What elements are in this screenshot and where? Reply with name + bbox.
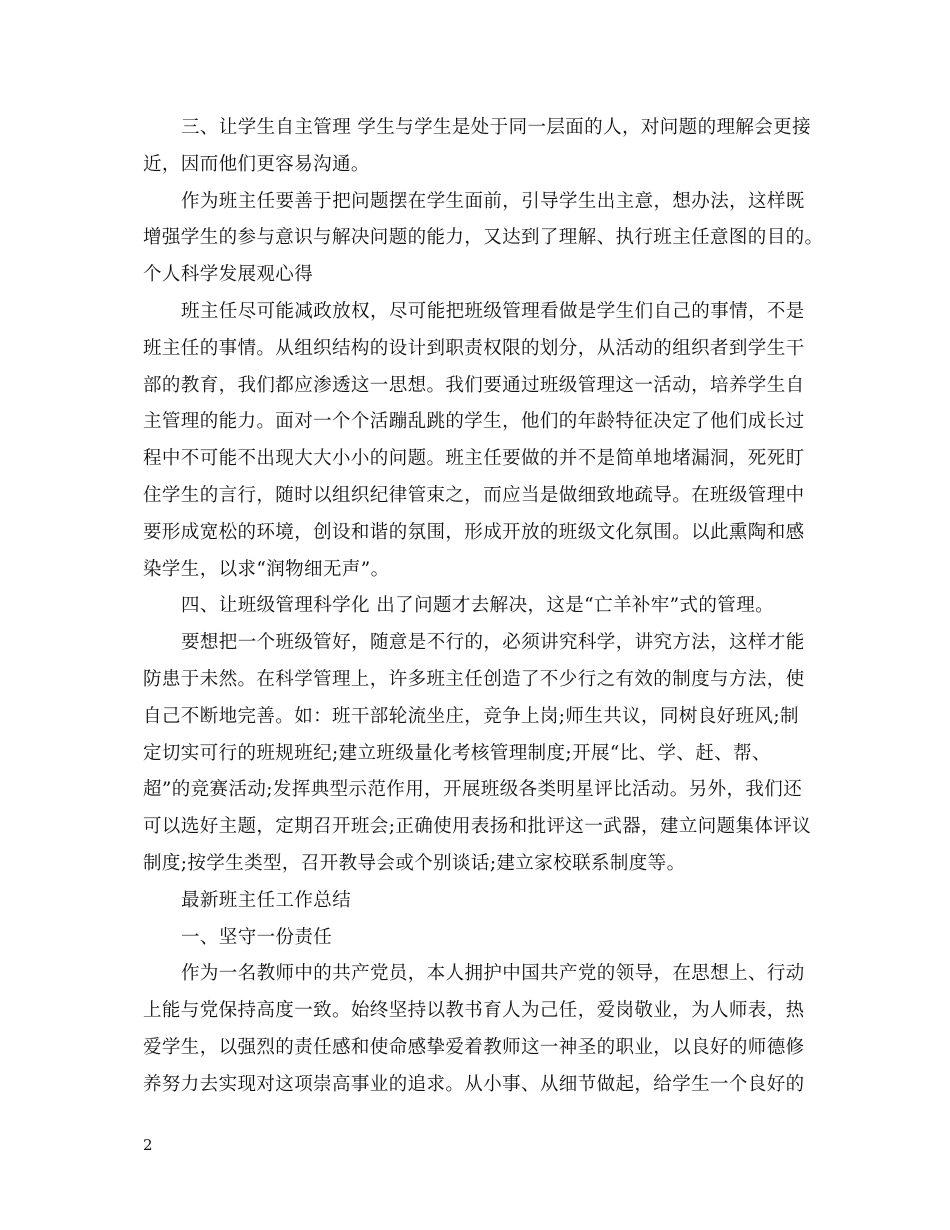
text-line: 部的教育，我们都应渗透这一思想。我们要通过班级管理这一活动，培养学生自 — [143, 374, 805, 396]
text-line: 四、让班级管理科学化 出了问题才去解决，这是“亡羊补牢”式的管理。 — [181, 595, 774, 617]
text-line: 作为班主任要善于把问题摆在学生面前，引导学生出主意，想办法，这样既 — [181, 190, 805, 212]
text-line: 要想把一个班级管好，随意是不行的，必须讲究科学，讲究方法，这样才能 — [181, 632, 805, 654]
text-line: 作为一名教师中的共产党员，本人拥护中国共产党的领导，在思想上、行动 — [181, 963, 805, 985]
text-line: 班主任的事情。从组织结构的设计到职责权限的划分，从活动的组织者到学生干 — [143, 337, 805, 359]
text-line: 最新班主任工作总结 — [181, 889, 352, 911]
text-line: 爱学生，以强烈的责任感和使命感挚爱着教师这一神圣的职业，以良好的师德修 — [143, 1036, 805, 1058]
text-line: 染学生，以求“润物细无声”。 — [143, 558, 390, 580]
text-line: 个人科学发展观心得 — [143, 264, 314, 286]
page-number: 2 — [143, 1136, 153, 1154]
document-body — [143, 110, 824, 1104]
text-line: 增强学生的参与意识与解决问题的能力，又达到了理解、执行班主任意图的目的。 — [143, 227, 824, 249]
text-line: 一、坚守一份责任 — [181, 926, 333, 948]
text-line: 近，因而他们更容易沟通。 — [143, 153, 370, 175]
text-line: 住学生的言行，随时以组织纪律管束之，而应当是做细致地疏导。在班级管理中 — [143, 484, 805, 506]
text-line: 程中不可能不出现大大小小的问题。班主任要做的并不是简单地堵漏洞，死死盯 — [143, 448, 805, 470]
text-line: 主管理的能力。面对一个个活蹦乱跳的学生，他们的年龄特征决定了他们成长过 — [143, 411, 805, 433]
text-line: 定切实可行的班规班纪;建立班级量化考核管理制度;开展“比、学、赶、帮、 — [143, 742, 771, 764]
text-line: 制度;按学生类型，召开教导会或个别谈话;建立家校联系制度等。 — [143, 852, 686, 874]
text-line: 三、让学生自主管理 学生与学生是处于同一层面的人，对问题的理解会更接 — [181, 117, 811, 138]
text-line: 防患于未然。在科学管理上，许多班主任创造了不少行之有效的制度与方法，使 — [143, 668, 805, 690]
text-line: 班主任尽可能减政放权，尽可能把班级管理看做是学生们自己的事情，不是 — [181, 300, 805, 322]
text-line: 可以选好主题，定期召开班会;正确使用表扬和批评这一武器，建立问题集体评议 — [143, 816, 812, 838]
text-line: 养努力去实现对这项崇高事业的追求。从小事、从细节做起，给学生一个良好的 — [143, 1073, 805, 1095]
text-line: 上能与党保持高度一致。始终坚持以教书育人为己任，爱岗敬业，为人师表，热 — [143, 1000, 805, 1022]
text-line: 自己不断地完善。如：班干部轮流坐庄，竞争上岗;师生共议，同树良好班风;制 — [143, 705, 799, 727]
text-line: 要形成宽松的环境，创设和谐的氛围，形成开放的班级文化氛围。以此熏陶和感 — [143, 521, 805, 543]
text-line: 超”的竞赛活动;发挥典型示范作用，开展班级各类明星评比活动。另外，我们还 — [143, 779, 803, 801]
